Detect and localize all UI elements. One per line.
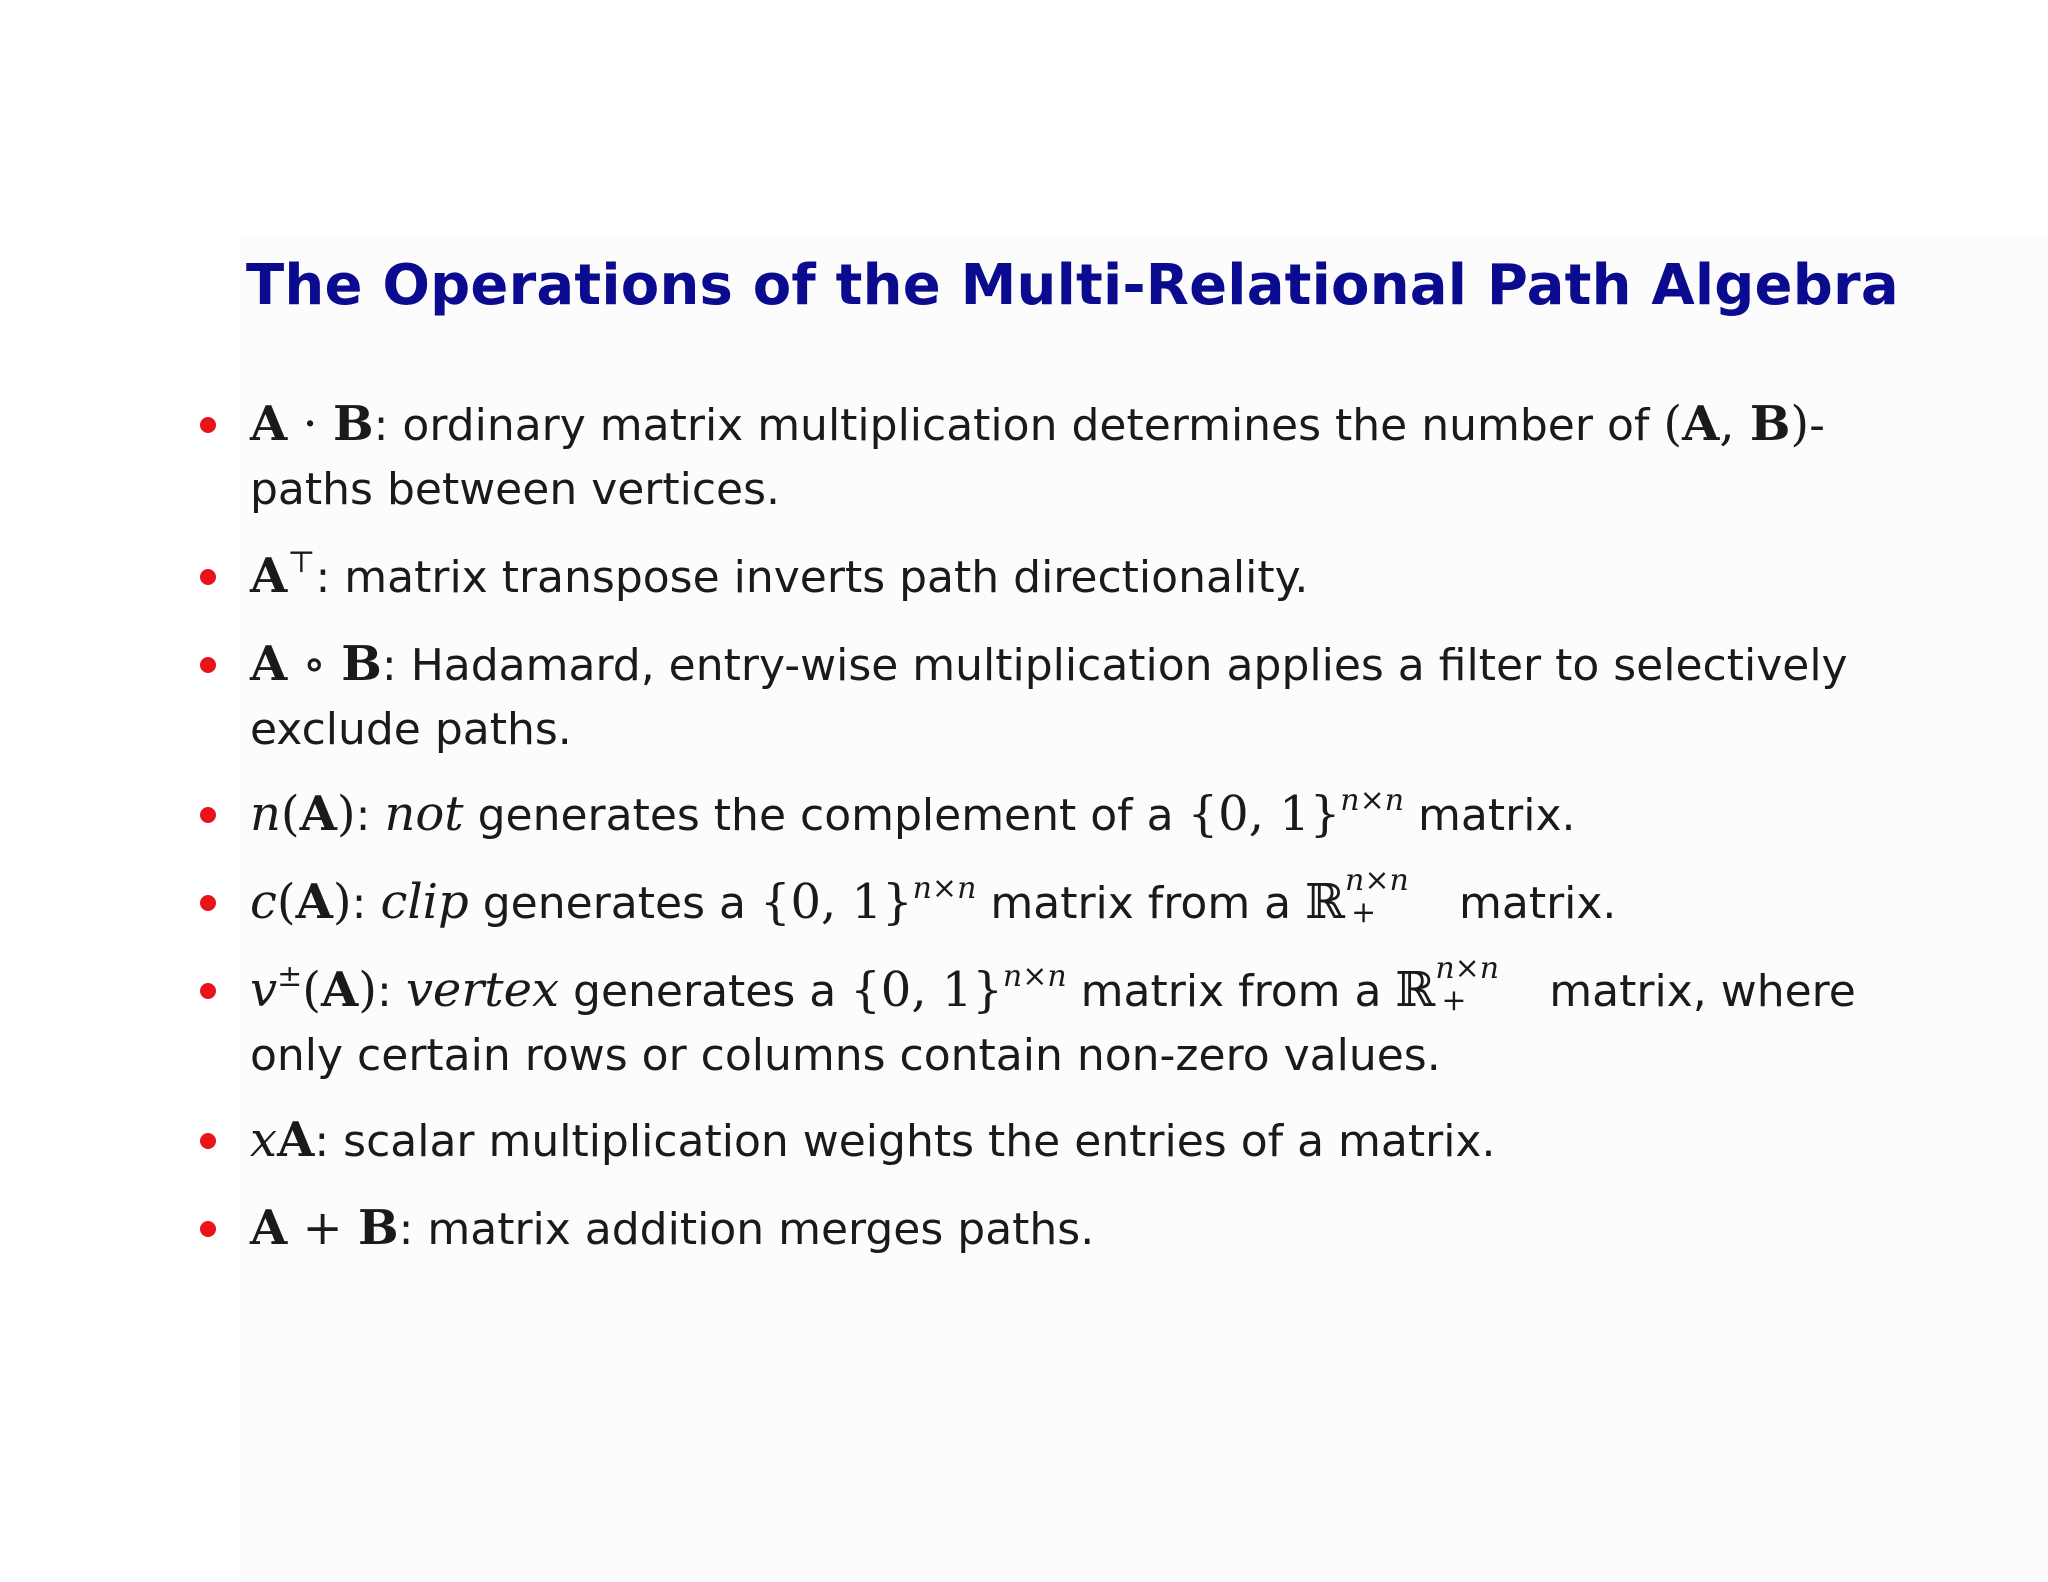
pm-superscript: ±: [277, 959, 303, 994]
n-symbol: n: [250, 786, 281, 842]
bullet-text-continued: paths between vertices.: [250, 464, 781, 515]
list-item-hadamard: [250, 632, 1870, 762]
comma: ,: [1719, 396, 1750, 452]
x-symbol: x: [250, 1112, 278, 1168]
bullet-icon: [200, 895, 216, 911]
colon: :: [398, 1204, 414, 1255]
matrix-a-symbol: A: [295, 874, 333, 930]
matrix-a-symbol: A: [321, 962, 359, 1018]
bullet-text: generates a: [468, 878, 760, 929]
matrix-a-symbol: A: [299, 786, 337, 842]
matrix-a-symbol: A: [250, 548, 288, 604]
circ-operator: ∘: [287, 636, 342, 692]
bullet-icon: [200, 569, 216, 585]
colon: :: [381, 640, 397, 691]
bullet-text-continued: only certain rows or columns contain non-zero values.: [250, 1030, 1441, 1081]
matrix-a-symbol: A: [277, 1112, 315, 1168]
bullet-text: matrix from a: [1066, 966, 1396, 1017]
bullet-icon: [200, 657, 216, 673]
dimension-superscript: n×n: [1435, 951, 1500, 986]
colon: :: [376, 966, 392, 1017]
bullet-text: matrix from a: [976, 878, 1306, 929]
rparen: ): [358, 962, 377, 1018]
plus-subscript: +: [1351, 895, 1377, 930]
dimension-superscript: n×n: [912, 871, 977, 906]
list-item-vertex: [250, 951, 1870, 1088]
bullet-text: generates a: [559, 966, 851, 1017]
matrix-a-symbol: A: [250, 1200, 288, 1256]
dimension-superscript: n×n: [1345, 863, 1409, 898]
bullet-text: matrix.: [1404, 790, 1576, 841]
list-item-scalar: [250, 1108, 1870, 1174]
colon: :: [355, 790, 371, 841]
list-item-matrix-multiplication: [250, 392, 1870, 522]
bullet-icon: [200, 807, 216, 823]
reals-symbol: ℝ: [1395, 962, 1436, 1018]
bullet-text: ordinary matrix multiplication determines the number of: [388, 400, 1664, 451]
bullet-text-continued: exclude paths.: [250, 704, 572, 755]
list-item-clip: [250, 863, 1870, 936]
transpose-superscript: ⊤: [287, 545, 316, 580]
hyphen: -: [1809, 400, 1826, 451]
bullet-icon: [200, 1133, 216, 1149]
dimension-superscript: n×n: [1002, 959, 1067, 994]
matrix-a-symbol: A: [250, 636, 288, 692]
bullet-text: matrix transpose inverts path directionality.: [330, 552, 1309, 603]
keyword-not: not: [384, 786, 464, 842]
bullet-icon: [200, 417, 216, 433]
reals-script: [1345, 863, 1445, 930]
matrix-b-symbol: B: [357, 1200, 399, 1256]
keyword-clip: clip: [380, 874, 469, 930]
binary-set: {0, 1}: [759, 874, 913, 930]
matrix-a-symbol: A: [250, 396, 288, 452]
colon: :: [314, 1116, 330, 1167]
lparen: (: [276, 874, 296, 930]
matrix-a-symbol: A: [1682, 396, 1720, 452]
bullet-icon: [200, 983, 216, 999]
lparen: (: [280, 786, 300, 842]
bullet-text: matrix.: [1445, 878, 1617, 929]
bullet-text: generates the complement of a: [463, 790, 1188, 841]
colon: :: [351, 878, 367, 929]
reals-script: [1435, 951, 1535, 1018]
matrix-b-symbol: B: [341, 636, 382, 692]
list-item-transpose: [250, 544, 1870, 610]
list-item-addition: [250, 1196, 1870, 1262]
bullet-text: scalar multiplication weights the entries of a matrix.: [329, 1116, 1496, 1167]
dimension-superscript: n×n: [1340, 783, 1405, 818]
bullet-icon: [200, 1221, 216, 1237]
bullet-text: matrix addition merges paths.: [413, 1204, 1095, 1255]
colon: :: [373, 400, 389, 451]
reals-symbol: ℝ: [1305, 874, 1346, 930]
lparen: (: [302, 962, 321, 1018]
c-symbol: c: [250, 874, 277, 930]
bullet-text: Hadamard, entry-wise multiplication applies a filter to selectively: [396, 640, 1848, 691]
keyword-vertex: vertex: [405, 962, 560, 1018]
slide-title: The Operations of the Multi-Relational Path Algebra: [246, 253, 1899, 318]
rparen: ): [336, 786, 356, 842]
binary-set: {0, 1}: [850, 962, 1003, 1018]
colon: :: [315, 552, 331, 603]
plus-subscript: +: [1441, 983, 1467, 1018]
matrix-b-symbol: B: [1749, 396, 1791, 452]
bullet-text: matrix, where: [1535, 966, 1856, 1017]
lparen: (: [1663, 396, 1683, 452]
rparen: ): [1790, 396, 1810, 452]
binary-set: {0, 1}: [1187, 786, 1341, 842]
matrix-b-symbol: B: [333, 396, 374, 452]
plus-operator: +: [287, 1200, 358, 1256]
rparen: ): [332, 874, 352, 930]
v-symbol: v: [250, 962, 278, 1018]
list-item-not: [250, 782, 1870, 848]
cdot-operator: ·: [287, 396, 334, 452]
